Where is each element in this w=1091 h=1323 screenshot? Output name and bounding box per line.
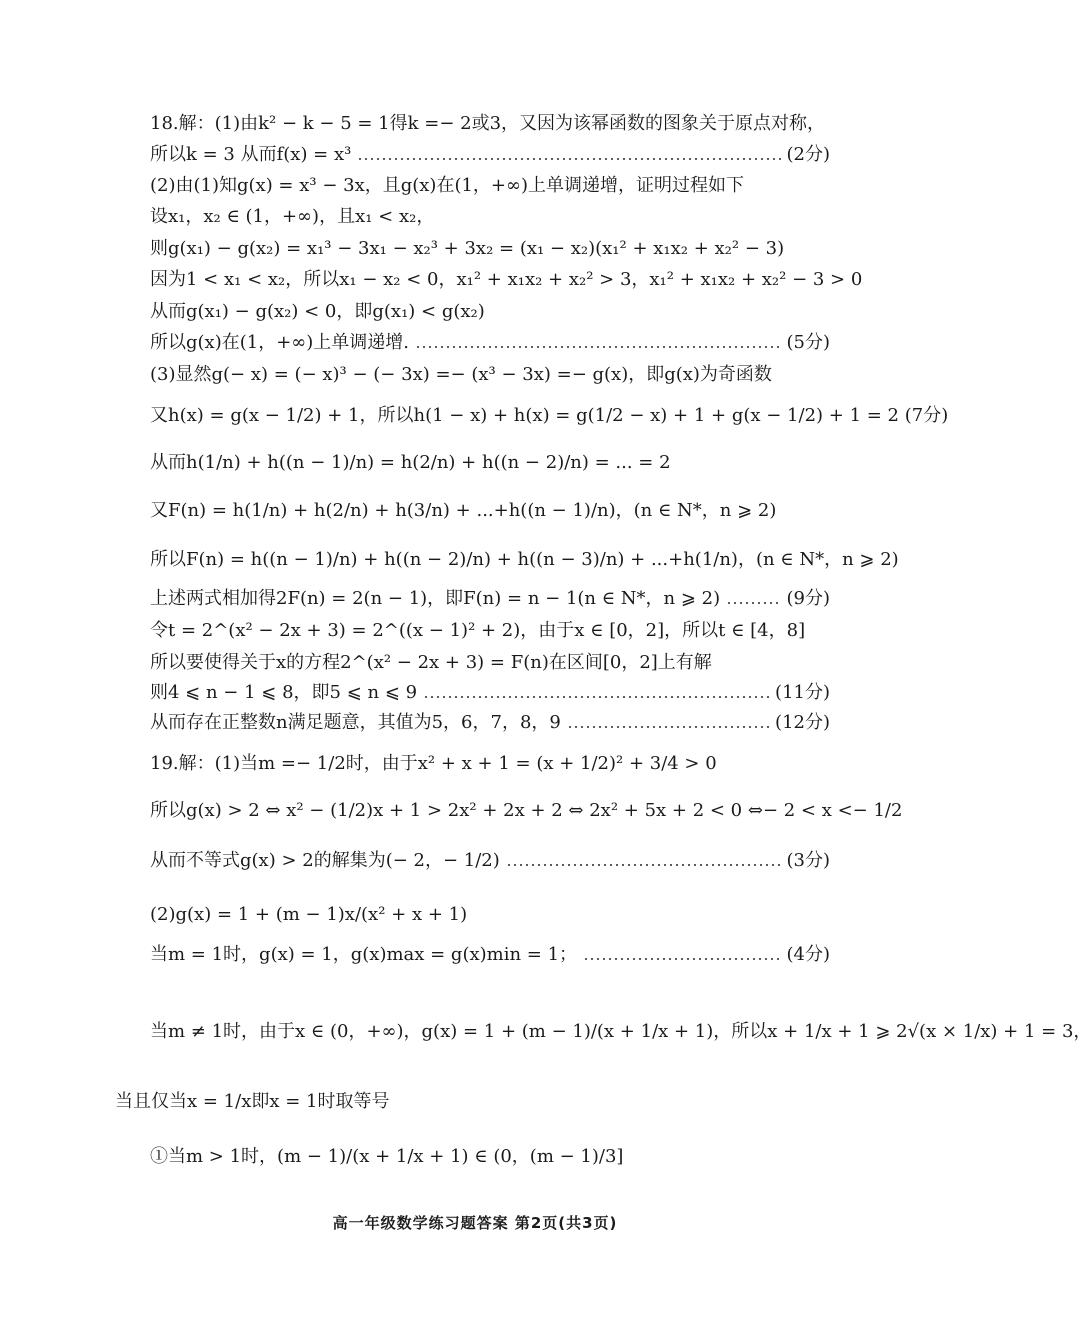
dot-leader [506, 864, 781, 866]
solution-text: 当且仅当x = 1/x即x = 1时取等号 [115, 1091, 390, 1112]
solution-line [150, 499, 830, 523]
solution-line [150, 587, 830, 611]
solution-line [150, 711, 830, 735]
score-label: (12分) [775, 712, 830, 733]
solution-line [150, 237, 830, 261]
score-label: (4分) [786, 944, 830, 965]
score-label: (3分) [786, 850, 830, 871]
solution-line [150, 174, 830, 198]
dot-leader [423, 696, 769, 698]
solution-text: 当m ≠ 1时，由于x ∈ (0，+∞)，g(x) = 1 + (m − 1)/(x + 1/x + 1)，所以x + 1/x + 1 ⩾ 2√(x × 1/x) + 1 = 3， [150, 1021, 1091, 1042]
solution-line [150, 903, 830, 927]
solution-text: 从而不等式g(x) > 2的解集为(− 2，− 1/2) [150, 850, 500, 871]
score-label: (5分) [786, 332, 830, 353]
solution-text: 所以k = 3 从而f(x) = x³ [150, 144, 352, 165]
dot-leader [415, 346, 780, 348]
solution-text: 所以要使得关于x的方程2^(x² − 2x + 3) = F(n)在区间[0，2]上有解 [150, 652, 712, 673]
score-label: (11分) [775, 682, 830, 703]
solution-text: 又F(n) = h(1/n) + h(2/n) + h(3/n) + ...+h((n − 1)/n)，(n ∈ N*，n ⩾ 2) [150, 500, 777, 521]
solution-text: (3)显然g(− x) = (− x)³ − (− 3x) =− (x³ − 3x) =− g(x)，即g(x)为奇函数 [150, 364, 772, 385]
solution-line [150, 205, 830, 229]
solution-line [150, 943, 830, 967]
solution-text: 所以g(x) > 2 ⇔ x² − (1/2)x + 1 > 2x² + 2x + 2 ⇔ 2x² + 5x + 2 < 0 ⇔− 2 < x <− 1/2 [150, 800, 903, 821]
solution-text: 令t = 2^(x² − 2x + 3) = 2^((x − 1)² + 2)，由于x ∈ [0，2]，所以t ∈ [4，8] [150, 620, 806, 641]
solution-line [150, 548, 899, 572]
page-footer: 高一年级数学练习题答案 第2页(共3页) [332, 1214, 618, 1232]
solution-line [150, 799, 903, 823]
solution-line [150, 300, 830, 324]
solution-line [150, 268, 863, 292]
solution-text: ①当m > 1时，(m − 1)/(x + 1/x + 1) ∈ (0，(m − 1)/3] [150, 1146, 624, 1167]
solution-text: 从而g(x₁) − g(x₂) < 0，即g(x₁) < g(x₂) [150, 301, 485, 322]
solution-text: 18.解：(1)由k² − k − 5 = 1得k =− 2或3，又因为该幂函数的图象关于原点对称， [150, 113, 826, 134]
solution-text: 当m = 1时，g(x) = 1，g(x)max = g(x)min = 1； [150, 944, 578, 965]
dot-leader [567, 726, 769, 728]
score-label: (9分) [786, 588, 830, 609]
solution-text: 又h(x) = g(x − 1/2) + 1，所以h(1 − x) + h(x) = g(1/2 − x) + 1 + g(x − 1/2) + 1 = 2 (7分) [150, 405, 949, 426]
solution-text: 则g(x₁) − g(x₂) = x₁³ − 3x₁ − x₂³ + 3x₂ = (x₁ − x₂)(x₁² + x₁x₂ + x₂² − 3) [150, 238, 785, 259]
solution-text: 从而存在正整数n满足题意，其值为5，6，7，8，9 [150, 712, 561, 733]
solution-line [150, 451, 830, 475]
solution-line [150, 1020, 1091, 1044]
dot-leader [583, 958, 780, 960]
solution-text: 设x₁，x₂ ∈ (1，+∞)，且x₁ < x₂， [150, 206, 435, 227]
solution-text: (2)由(1)知g(x) = x³ − 3x，且g(x)在(1，+∞)上单调递增，证明过程如下 [150, 175, 745, 196]
dot-leader [357, 158, 780, 160]
solution-text: 上述两式相加得2F(n) = 2(n − 1)，即F(n) = n − 1(n ∈ N*，n ⩾ 2) [150, 588, 721, 609]
solution-text: 19.解：(1)当m =− 1/2时，由于x² + x + 1 = (x + 1/2)² + 3/4 > 0 [150, 753, 717, 774]
solution-line [150, 681, 830, 705]
solution-text: 所以g(x)在(1，+∞)上单调递增. [150, 332, 410, 353]
solution-line [115, 1090, 830, 1114]
solution-text: 从而h(1/n) + h((n − 1)/n) = h(2/n) + h((n − 2)/n) = ... = 2 [150, 452, 671, 473]
solution-line [150, 619, 830, 643]
dot-leader [726, 602, 780, 604]
solution-line [150, 363, 830, 387]
solution-line [150, 849, 830, 873]
solution-text: 则4 ⩽ n − 1 ⩽ 8，即5 ⩽ n ⩽ 9 [150, 682, 418, 703]
solution-text: 所以F(n) = h((n − 1)/n) + h((n − 2)/n) + h((n − 3)/n) + ...+h(1/n)，(n ∈ N*，n ⩾ 2) [150, 549, 899, 570]
score-label: (2分) [786, 144, 830, 165]
solution-line [150, 112, 830, 136]
solution-line [150, 331, 830, 355]
solution-text: 因为1 < x₁ < x₂，所以x₁ − x₂ < 0，x₁² + x₁x₂ + x₂² > 3，x₁² + x₁x₂ + x₂² − 3 > 0 [150, 269, 863, 290]
solution-line [150, 651, 830, 675]
solution-line [150, 752, 830, 776]
solution-text: (2)g(x) = 1 + (m − 1)x/(x² + x + 1) [150, 904, 468, 925]
solution-line [150, 1145, 830, 1169]
solution-line [150, 404, 949, 428]
solution-line [150, 143, 830, 167]
